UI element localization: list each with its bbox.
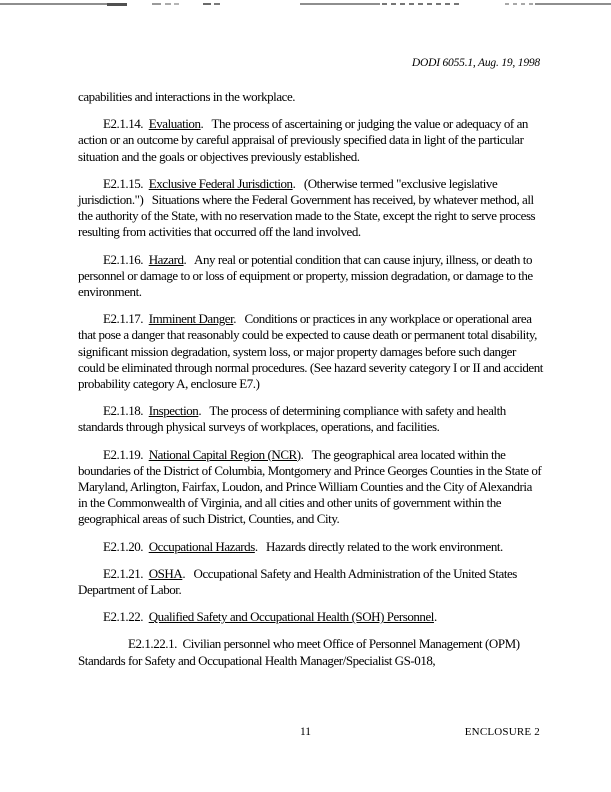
definition-body: The process of determining compliance with safety and health standards through physical surveys of workplaces, operations, and facilities.	[78, 403, 509, 435]
definition-term: Evaluation	[148, 116, 201, 132]
definition-term: Exclusive Federal Jurisdiction	[148, 175, 293, 191]
definition-paragraph	[78, 89, 543, 105]
definitions-list	[78, 89, 546, 680]
definition-body: Civilian personnel who meet Office of Personnel Management (OPM) Standards for Safety and Occupational Health Manager/Specialist GS-018,	[78, 636, 523, 668]
definition-term: OSHA	[148, 565, 183, 581]
definition-term-period: .	[200, 116, 204, 132]
scan-artifact	[0, 0, 611, 10]
definition-number: E2.1.19.	[103, 446, 149, 462]
definition-number: E2.1.21.	[103, 565, 149, 581]
definition-number: E2.1.18.	[103, 403, 149, 419]
scan-artifact-segment	[152, 3, 161, 5]
scan-artifact-segment	[535, 3, 611, 5]
definition-number: E2.1.22.	[103, 609, 149, 625]
scan-artifact-segment	[203, 3, 211, 5]
scan-artifact-segment	[0, 3, 107, 5]
scan-artifact-segment	[505, 3, 533, 5]
definition-term-period: .	[233, 311, 237, 327]
definition-number: E2.1.16.	[103, 251, 149, 267]
definition-paragraph	[78, 539, 543, 555]
definition-term: Imminent Danger	[148, 311, 234, 327]
definition-paragraph	[78, 311, 546, 392]
definition-term-period: .	[300, 446, 304, 462]
definition-term-period: .	[433, 609, 437, 625]
scan-artifact-segment	[165, 3, 171, 5]
footer-page-number: 11	[299, 726, 312, 738]
definition-number: E2.1.22.1.	[128, 636, 183, 652]
definition-number: E2.1.15.	[103, 175, 149, 191]
definition-term: Occupational Hazards	[148, 538, 255, 554]
definition-paragraph	[78, 116, 543, 165]
definition-body: The process of ascertaining or judging the value or adequacy of an action or an outcome by careful appraisal of previously specified data in light of the particular situation and the goals or objectives previously established.	[78, 116, 531, 164]
definition-paragraph	[78, 252, 543, 301]
scan-artifact-segment	[214, 3, 220, 5]
definition-paragraph	[78, 447, 543, 528]
scan-artifact-segment	[300, 3, 380, 5]
definition-term: Inspection	[148, 403, 199, 419]
definition-term: Qualified Safety and Occupational Health (SOH) Personnel	[148, 609, 434, 625]
definition-paragraph	[78, 403, 543, 435]
definition-body: Any real or potential condition that can cause injury, illness, or death to personnel or damage to or loss of equipment or property, mission degradation, or damage to the environment.	[78, 251, 536, 300]
definition-term-period: .	[182, 565, 186, 581]
definition-paragraph	[78, 176, 543, 241]
definition-term-period: .	[254, 538, 258, 554]
definition-body: Occupational Safety and Health Administration of the United States Department of Labor.	[78, 565, 520, 598]
definition-paragraph	[78, 566, 543, 598]
definition-term: Hazard	[148, 251, 184, 267]
definition-term-period: .	[292, 175, 296, 191]
definition-number: E2.1.17.	[103, 311, 149, 327]
header-citation: DODI 6055.1, Aug. 19, 1998	[411, 57, 540, 69]
definition-body: (Otherwise termed "exclusive legislative jurisdiction.") Situations where the Federal Government has received, by whatever method, all the authority of the State, with no reservation made to the State, except the right to serve process resulting from activities that occurred off the land involved.	[78, 175, 538, 240]
definition-term: National Capital Region (NCR)	[148, 446, 301, 462]
scan-artifact-segment	[174, 3, 179, 5]
definition-term-period: .	[183, 251, 187, 267]
definition-number: E2.1.20.	[103, 538, 149, 554]
definition-paragraph	[78, 636, 543, 668]
definition-body: Conditions or practices in any workplace or operational area that pose a danger that reasonably could be expected to cause death or permanent total disability, significant mission degradation, system loss, or major property damages before such danger could be eliminated through normal procedures. (See hazard severity category I or II and accident probability category A, enclosure E7.)	[78, 311, 546, 392]
definition-number: E2.1.14.	[103, 116, 149, 132]
scan-artifact-segment	[382, 3, 460, 5]
definition-term-period: .	[198, 403, 202, 419]
definition-body: The geographical area located within the boundaries of the District of Columbia, Montgomery and Prince Georges Counties in the State of Maryland, Arlington, Fairfax, Loudon, and Prince William Counties and the City of Alexandria in the Commonwealth of Virginia, and all cities and other units of government within the geographical areas of such District, Counties, and City.	[78, 446, 545, 527]
scan-artifact-segment	[107, 3, 127, 6]
definition-body: capabilities and interactions in the workplace.	[78, 89, 296, 104]
definition-paragraph	[78, 609, 543, 625]
definition-body: Hazards directly related to the work environment.	[257, 538, 503, 554]
footer-enclosure-label: ENCLOSURE 2	[464, 726, 540, 738]
